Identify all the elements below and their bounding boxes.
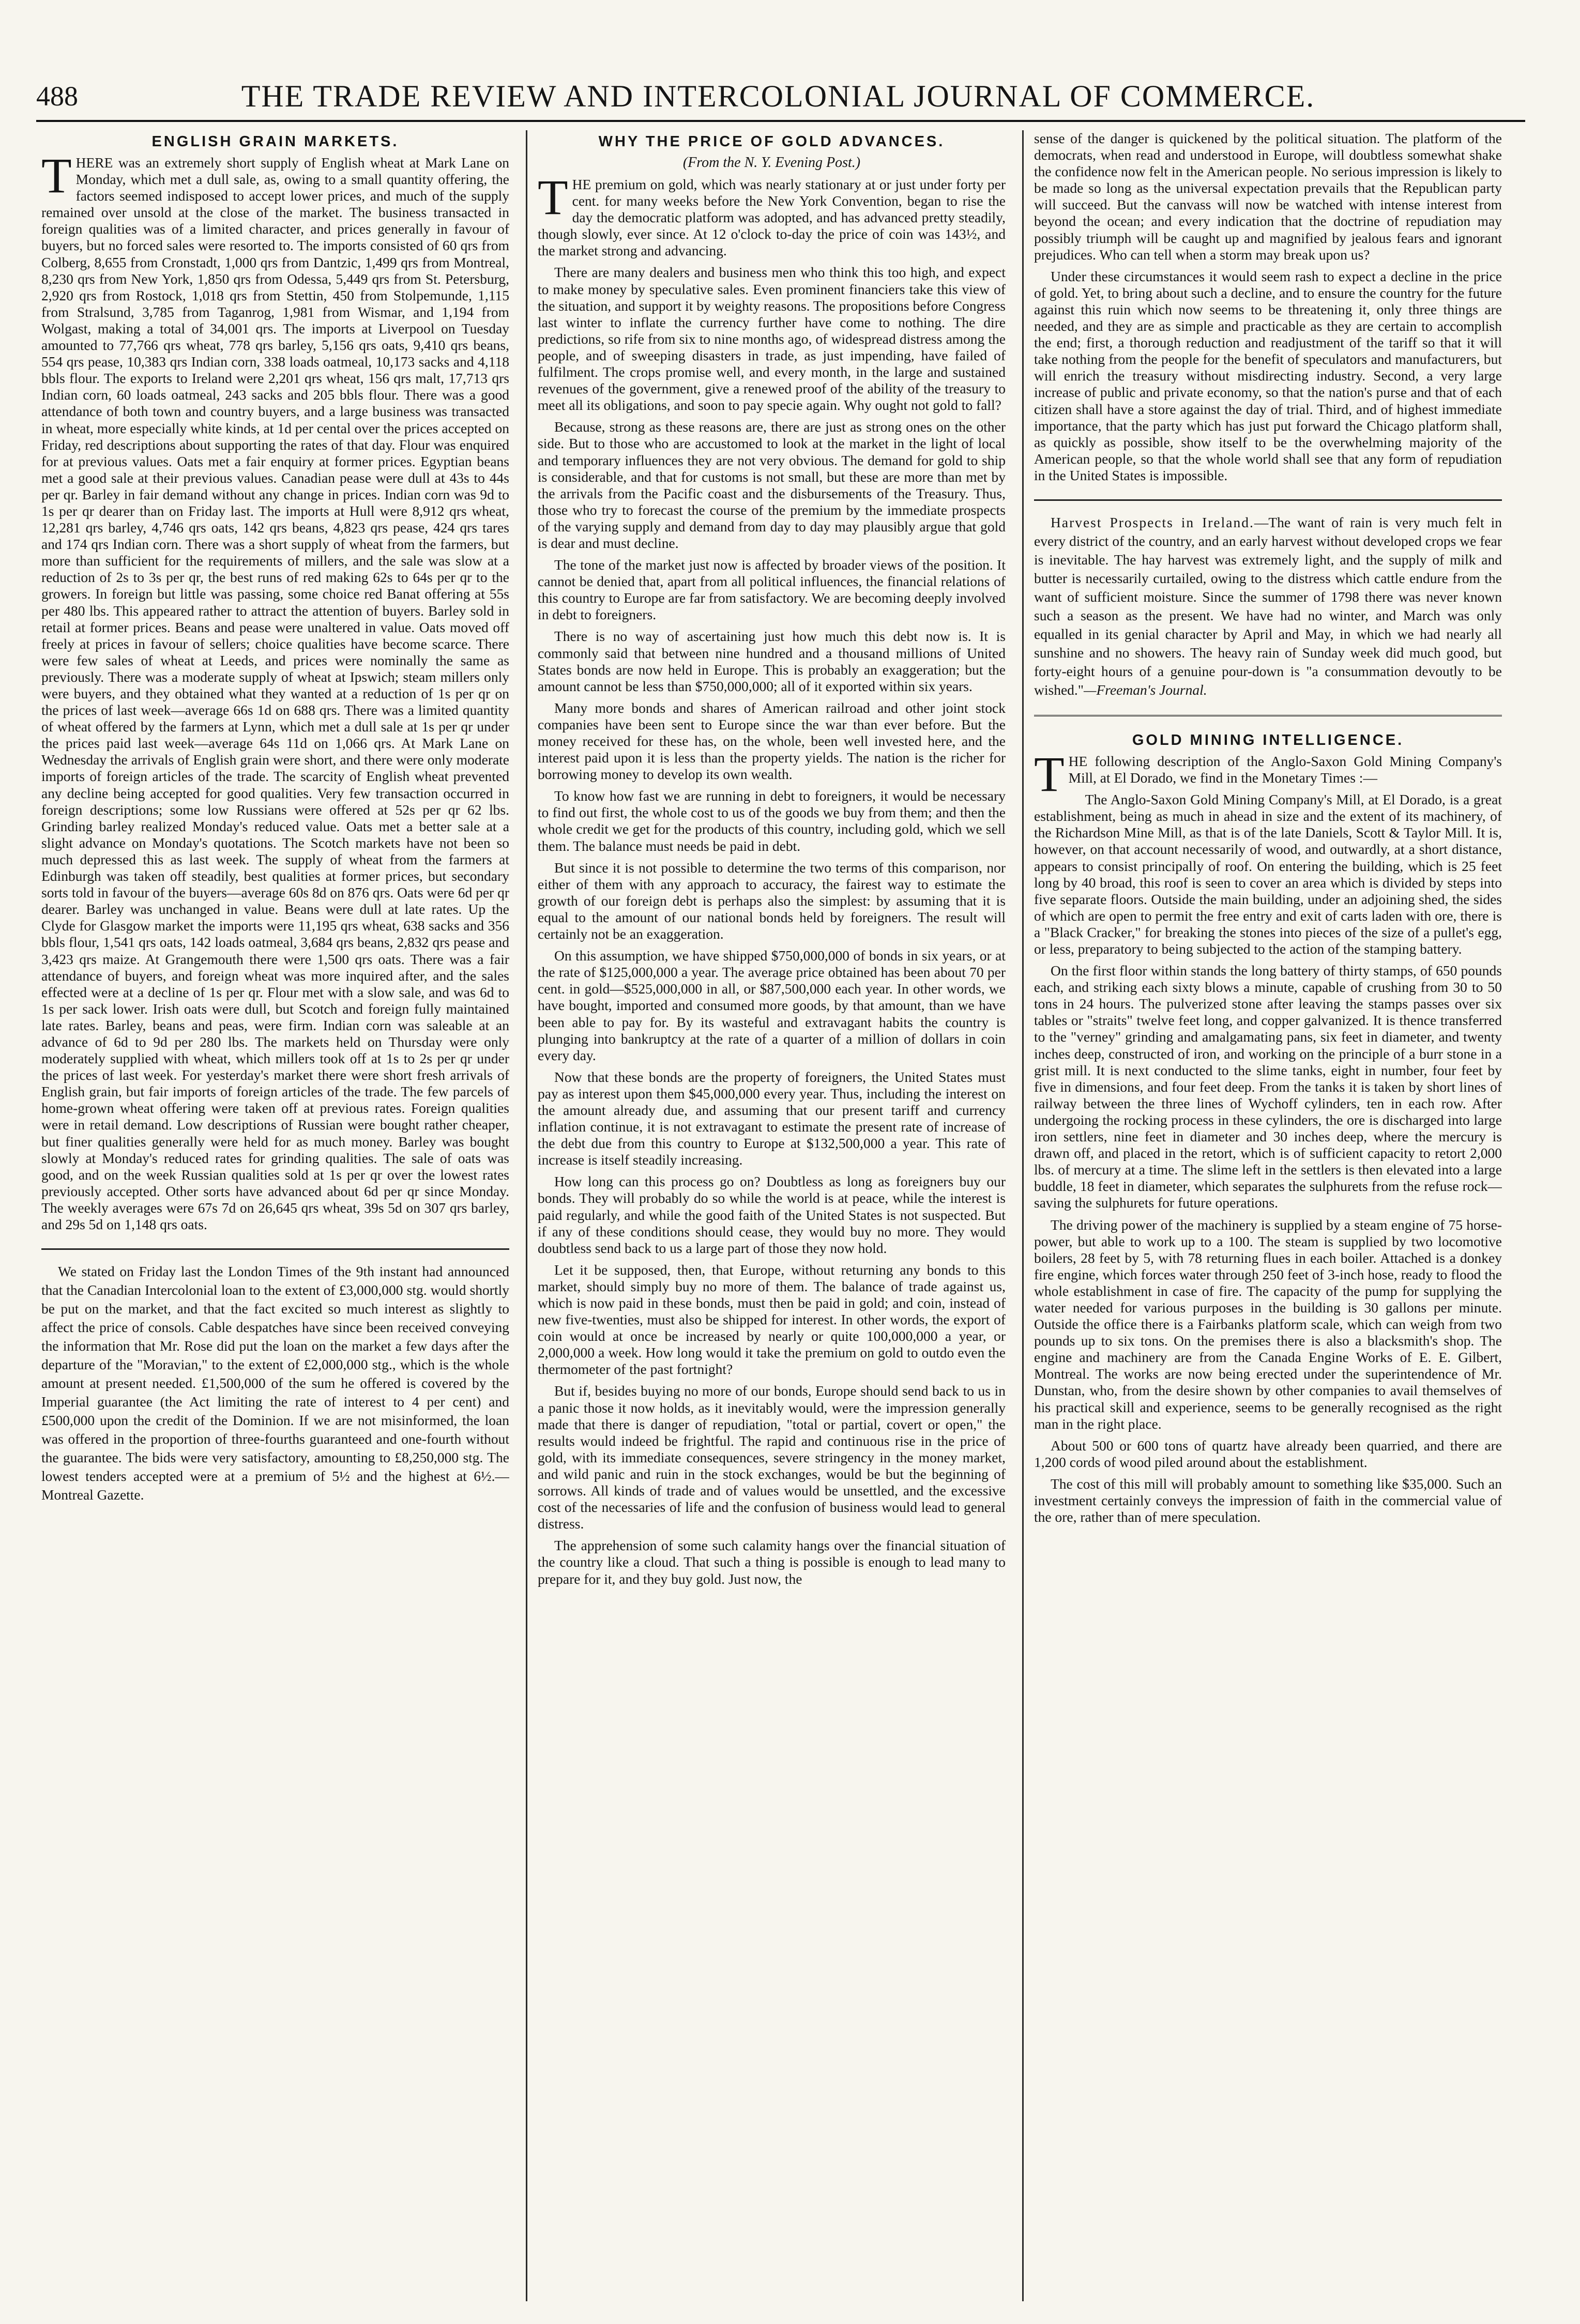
harvest-paragraph: Harvest Prospects in Ireland.—The want of rain is very much felt in every district of the country, and an early harvest without developed crops we fear is inevitable. The hay harvest was extremely light, and the supply of milk and butter is necessarily curtailed, owing to the distress which cattle endure from the want of sufficient moisture. Since the summer of 1798 there was never known such a season as the present. We have had no winter, and March was only equalled in its genial character by April and May, in which we had nearly all sunshine and no showers. The heavy rain of Sunday week did much good, but forty-eight hours of a genuine pour-down is "a consummation devoutly to be wished."—Freeman's Journal. xyxy=(1034,514,1502,698)
article-paragraph: On the first floor within stands the long battery of thirty stamps, of 650 pounds each, and striking each sixty blows a minute, capable of crushing from 30 to 50 tons in 24 hours. The pulverized stone after leaving the stamps passes over six tables or "straits" twelve feet long, and copper galvanized. It is thence transferred to the "verney" grinding and amalgamating pans, six feet in diameter, and twenty inches deep, constructed of iron, and working on the principle of a burr stone in a grist mill. It is next conducted to the slime tanks, eight in number, four feet by five in dimensions, and four feet deep. From the tanks it is taken by short lines of railway between the three lines of Wychoff cylinders, ten in each row. After undergoing the rocking process in these cylinders, the ore is discharged into large iron settlers, nine feet in diameter and 30 inches deep, where the mercury is drawn off, and placed in the retort, which is of sufficient capacity to retort 2,000 lbs. of mercury at a time. The slime left in the settlers is then elevated into a large buddle, 18 feet in diameter, which separates the sulphurets from the refuse rock—saving the sulphurets for future operations. xyxy=(1034,962,1502,1211)
section-divider xyxy=(1034,715,1502,720)
column-2 xyxy=(538,130,1006,2301)
masthead xyxy=(36,78,1520,119)
article-paragraph: The driving power of the machinery is supplied by a steam engine of 75 horse-power, but able to work up to a 100. The steam is supplied by two locomotive boilers, 28 feet by 5, with 78 returning flues in each boiler. Attached is a donkey fire engine, which forces water through 250 feet of 3-inch hose, ready to flood the whole establishment in case of fire. The capacity of the pump for supplying the water needed for various purposes in the building is 30 gallons per minute. Outside the office there is a Fairbanks platform scale, which can weigh from two pounds up to six tons. On the premises there is also a blacksmith's shop. The engine and machinery are from the Canada Engine Works of E. E. Gilbert, Montreal. The works are now being erected under the superintendence of Mr. Dunstan, who, from the desire shown by other companies to avail themselves of his practical skill and experience, seems to be generally recognised as the right man in the right place. xyxy=(1034,1216,1502,1432)
article-paragraph: THE premium on gold, which was nearly stationary at or just under forty per cent. for many weeks before the New York Convention, began to rise the day the democratic platform was adopted, and has advanced pretty steadily, though slowly, ever since. At 12 o'clock to-day the price of coin was 143½, and the market strong and advancing. xyxy=(538,170,1006,259)
article-paragraph: THE following description of the Anglo-Saxon Gold Mining Company's Mill, at El Dorado, we find in the Monetary Times :— xyxy=(1034,746,1502,802)
column-1 xyxy=(41,130,509,2301)
article-paragraph: sense of the danger is quickened by the political situation. The platform of the democrats, when read and understood in Europe, will doubtless somewhat shake the confidence now felt in the American people. No serious impression is likely to be made so long as the universal expectation prevails that the Republican party will succeed. But the canvass will now be watched with intense interest from beyond the ocean; and every indication that the doctrine of repudiation may possibly triumph will be caught up and magnified by jealous fears and ignorant prejudices. Who can tell when a storm may break upon us? xyxy=(1034,130,1502,263)
article-source: (From the N. Y. Evening Post.) xyxy=(682,155,861,171)
article-paragraph: Under these circumstances it would seem rash to expect a decline in the price of gold. Yet, to bring about such a decline, and to ensure the country for the future against this ruin which now seems to be threatening it, only three things are needed, and they are as simple and practicable as they are certain to accomplish the end; first, a thorough reduction and readjustment of the tariff so that it will take nothing from the people for the benefit of speculators and manufacturers, but will enrich the treasury without misdirecting industry. Second, a very large increase of public and private economy, so that the nation's purse and that of each citizen shall have a store against the day of trial. Third, and of highest immediate importance, that the party which has just put forward the Chicago platform shall, as quickly as possible, show itself to be the overwhelming majority of the American people, so that the whole world shall see that any form of repudiation in the United States is impossible. xyxy=(1034,268,1502,483)
drop-cap: T xyxy=(1034,746,1065,802)
article-heading: GOLD MINING INTELLIGENCE. xyxy=(1132,731,1404,748)
section-divider xyxy=(1034,499,1502,501)
article-paragraph: About 500 or 600 tons of quartz have already been quarried, and there are 1,200 cords of wood piled around about the establishment. xyxy=(1034,1437,1502,1470)
page-number: 488 xyxy=(36,81,78,112)
article-heading: WHY THE PRICE OF GOLD ADVANCES. xyxy=(598,133,945,150)
article-paragraph: To know how fast we are running in debt to foreigners, it would be necessary to find out first, the whole cost to us of the goods we buy from them; and then the whole credit we get for the products of this country, including gold, which we sell them. The balance must needs be paid in debt. xyxy=(538,788,1006,854)
article-paragraph: The tone of the market just now is affected by broader views of the position. It cannot be denied that, apart from all political influences, the financial relations of this country to Europe are far from satisfactory. We are becoming deeply involved in debt to foreigners. xyxy=(538,557,1006,623)
article-paragraph: On this assumption, we have shipped $750,000,000 of bonds in six years, or at the rate of $125,000,000 a year. The average price obtained has been about 70 per cent. in gold—$525,000,000 in all, or $87,500,000 each year. In other words, we have bought, imported and consumed more goods, by that amount, than we have been able to pay for. By its wasteful and extravagant habits the country is plunging into bankruptcy at the rate of a quarter of a million of dollars in coin every day. xyxy=(538,947,1006,1063)
article-paragraph: We stated on Friday last the London Times of the 9th instant had announced that the Canadian Intercolonial loan to the extent of £3,000,000 stg. would shortly be put on the market, and that the fact excited so much interest as slightly to affect the price of consols. Cable despatches have since been received conveying the information that Mr. Rose did put the loan on the market a few days after the departure of the "Moravian," to the extent of £2,000,000 stg., which is the whole amount at present needed. £1,500,000 of the sum he offered is covered by the Imperial guarantee (the Act limiting the rate of interest to 4 per cent) and £500,000 upon the credit of the Dominion. If we are not misinformed, the loan was offered in the proportion of three-fourths guaranteed and one-fourth without the guarantee. The bids were very satisfactory, amounting to £8,250,000 stg. The lowest tenders accepted were at a premium of 5½ and the highest at 6½.—Montreal Gazette. xyxy=(41,1263,509,1503)
article-heading: ENGLISH GRAIN MARKETS. xyxy=(151,133,399,150)
article-paragraph: There is no way of ascertaining just how much this debt now is. It is commonly said that between nine hundred and a thousand millions of United States bonds are now held in Europe. This is probably an exaggeration; but the amount cannot be less than $750,000,000; all of it exported within six years. xyxy=(538,628,1006,694)
harvest-title: Harvest Prospects in Ireland. xyxy=(1051,514,1254,530)
article-paragraph: Now that these bonds are the property of foreigners, the United States must pay as interest upon them $45,000,000 every year. Thus, including the interest on the amount already due, and assuming that our present tariff and currency inflation continue, it is not extravagant to estimate the present rate of increase of the debt due from this country to Europe at $132,500,000 a year. This rate of increase is itself steadily increasing. xyxy=(538,1068,1006,1168)
article-paragraph: Because, strong as these reasons are, there are just as strong ones on the other side. But to those who are accustomed to look at the market in the light of local and temporary influences they are not very obvious. The demand for gold to ship is considerable, and that for customs is not small, but these are more than met by the arrivals from the Pacific coast and the disbursements of the Treasury. Thus, those who try to forecast the course of the premium by the immediate prospects of the varying supply and demand from day to day may plausibly argue that gold is dear and must decline. xyxy=(538,419,1006,551)
section-divider xyxy=(41,1248,509,1250)
page-title: THE TRADE REVIEW AND INTERCOLONIAL JOURNAL OF COMMERCE. xyxy=(241,79,1315,113)
article-paragraph: Many more bonds and shares of American railroad and other joint stock companies have been sent to Europe since the war than ever before. But the money received for these has, on the whole, been well invested here, and the interest paid upon it is less than the property yields. The nation is the richer for borrowing money to develop its own wealth. xyxy=(538,699,1006,783)
harvest-source: —Freeman's Journal. xyxy=(1084,681,1207,698)
column-divider xyxy=(1022,130,1024,2301)
article-paragraph: The apprehension of some such calamity hangs over the financial situation of the country like a cloud. That such a thing is possible is enough to lead many to prepare for it, and they buy gold. Just now, the xyxy=(538,1537,1006,1587)
article-paragraph: But if, besides buying no more of our bonds, Europe should send back to us in a panic those it now holds, as it inevitably would, were the impression generally made that there is danger of repudiation, "total or partial, covert or open," the results would indeed be frightful. The rapid and continuous rise in the price of gold, with its immediate consequences, severe stringency in the money market, and wild panic and ruin in the stock exchanges, would be but the beginning of sorrows. All kinds of trade and of values would be unsettled, and the excessive cost of the necessaries of life and the confusion of business would lead to general distress. xyxy=(538,1383,1006,1532)
article-paragraph: But since it is not possible to determine the two terms of this comparison, nor either of them with any approach to accuracy, the fairest way to estimate the growth of our foreign debt is perhaps also the simplest: by assuming that it is equal to the amount of our national bonds held by foreigners. The result will certainly not be an exaggeration. xyxy=(538,859,1006,942)
article-paragraph: The Anglo-Saxon Gold Mining Company's Mill, at El Dorado, is a great establishment, being as much in ahead in size and the extent of its machinery, of the Richardson Mine Mill, as that is of the late Daniels, Scott & Taylor Mill. It is, however, on that account necessarily of wood, and outwardly, at a short distance, appears to consist principally of roof. On entering the building, which is 25 feet long by 40 broad, this roof is seen to cover an area which is divided by steps into five separate floors. Outside the main building, under an adjoining shed, the sides of which are open to permit the free entry and exit of carts laden with ore, there is a "Black Cracker," for breaking the stones into pieces of the size of a pullet's egg, or less, preparatory to being subjected to the action of the stamping battery. xyxy=(1034,791,1502,957)
column-3 xyxy=(1034,130,1502,2301)
header-rule xyxy=(36,120,1525,122)
article-paragraph: How long can this process go on? Doubtless as long as foreigners buy our bonds. They will probably do so while the world is at peace, while the interest is paid regularly, and while the good faith of the United States is not suspected. But if any of these conditions should cease, they would buy no more. They would doubtless send back to us a large part of those they now hold. xyxy=(538,1173,1006,1256)
drop-cap: T xyxy=(538,170,568,225)
article-paragraph: THERE was an extremely short supply of English wheat at Mark Lane on Monday, which met a dull sale, as, owing to a small quantity offering, the factors seemed indisposed to accept lower prices, and much of the supply remained over unsold at the close of the market. The business transacted in foreign qualities was of a limited character, and prices generally in favour of buyers, but no forced sales were resorted to. The imports consisted of 60 qrs from Colberg, 8,655 from Cronstadt, 1,000 qrs from Dantzic, 1,499 qrs from Montreal, 8,230 qrs from New York, 1,850 qrs from Odessa, 5,449 qrs from St. Petersburg, 2,920 qrs from Rostock, 1,018 qrs from Stettin, 450 from Stolpemunde, 1,115 from Stralsund, 3,785 from Taganrog, 1,981 from Wismar, and 1,194 from Wolgast, making a total of 34,001 qrs. The imports at Liverpool on Tuesday amounted to 77,766 qrs wheat, 778 qrs barley, 5,156 qrs oats, 9,410 qrs beans, 554 qrs pease, 10,383 qrs Indian corn, 338 loads oatmeal, 10,173 sacks and 4,118 bbls flour. The exports to Ireland were 2,201 qrs wheat, 156 qrs malt, 17,713 qrs Indian corn, 60 loads oatmeal, 243 sacks and 205 bbls flour. There was a good attendance of both town and country buyers, and a large business was transacted in wheat, more especially white kinds, at 1d per cental over the prices accepted on Friday, red descriptions about supporting the rates of that day. Flour was enquired for at previous values. Oats met a fair enquiry at former prices. Egyptian beans met a good sale at their previous values. Canadian pease were dull at 43s to 44s per qr. Barley in fair demand without any change in prices. Indian corn was 9d to 1s per qr dearer than on Friday last. The imports at Hull were 8,912 qrs wheat, 12,281 qrs barley, 4,746 qrs oats, 142 qrs beans, 4,823 qrs pease, 424 qrs tares and 174 qrs Indian corn. There was a short supply of wheat from the farmers, but more than sufficient for the requirements of millers, and the sale was slow at a reduction of 2s to 3s per qr, the best runs of red making 62s to 64s per qr to the growers. In foreign but little was passing, some choice red Banat offering at 55s per 480 lbs. This appeared rather to attract the attention of buyers. Barley sold in retail at former prices. Beans and pease were unaltered in value. Oats moved off freely at prices in favour of sellers; choice qualities have become scarce. There were few sales of wheat at Leeds, and prices were nominally the same as previously. There was a moderate supply of wheat at Ipswich; steam millers only were buyers, and they obtained what they wanted at a reduction of 1s per qr on the prices of last week—average 66s 1d on 688 qrs. There was a limited quantity of wheat offered by the farmers at Lynn, which met a dull sale at 1s per qr under the prices paid last week—average 64s 11d on 1,066 qrs. At Mark Lane on Wednesday the arrivals of English grain were short, and there were only moderate imports of foreign articles of the trade. The scarcity of English wheat prevented any decline being accepted for good qualities. Very few transaction occurred in foreign descriptions; some low Russians were offered at 52s per qr 62 lbs. Grinding barley realized Monday's reduced value. Oats met a better sale at a slight advance on Monday's quotations. The Scotch markets have not been so much depressed this as last week. The supply of wheat from the farmers at Edinburgh was taken off steadily, best qualities at former prices, but secondary sorts told in favour of the buyers—average 60s 8d on 876 qrs. Oats were 6d per qr dearer. Barley was unchanged in value. Beans were dull at late rates. Up the Clyde for Glasgow market the imports were 11,195 qrs wheat, 638 sacks and 356 bbls flour, 1,541 qrs oats, 142 loads oatmeal, 3,684 qrs beans, 2,832 qrs pease and 3,423 qrs maize. At Grangemouth there were 1,500 qrs oats. There was a fair attendance of buyers, and foreign wheat was more inquired after, and the sales effected were at a decline of 1s per qr. Flour met with a slow sale, and was 6d to 1s per sack lower. Irish oats were dull, but Scotch and foreign fully maintained late rates. Barley, beans and peas, were firm. Indian corn was saleable at an advance of 6d to 9d per 280 lbs. The markets held on Thursday were only moderately supplied with wheat, which millers took off at 1s to 2s per qr under the prices of last week. For yesterday's market there were short fresh arrivals of English grain, but fair imports of foreign articles of the trade. The few parcels of home-grown wheat offering were taken off at previous rates. Foreign qualities were in retail demand. Low descriptions of Russian were bought rather cheaper, but finer qualities generally were held for as much money. Barley was bought slowly at Monday's reduced rates for grinding qualities. The sale of oats was good, and on the week Russian qualities sold at 1s per qr over the lowest rates previously accepted. Other sorts have advanced about 6d per qr since Monday. The weekly averages were 67s 7d on 26,645 qrs wheat, 39s 5d on 307 qrs barley, and 29s 5d on 1,148 qrs oats. xyxy=(41,148,509,1232)
article-paragraph: Let it be supposed, then, that Europe, without returning any bonds to this market, should simply buy no more of them. The balance of trade against us, which is now paid in these bonds, must then be paid in gold; and coin, instead of new five-twenties, must also be shipped for interest. In other words, the export of coin would at once be increased by nearly or quite 100,000,000 a year, or 2,000,000 a week. How long would it take the premium on gold to outdo even the thermometer of the past fortnight? xyxy=(538,1261,1006,1378)
article-paragraph: The cost of this mill will probably amount to something like $35,000. Such an investment certainly conveys the impression of faith in the commercial value of the ore, rather than of mere speculation. xyxy=(1034,1475,1502,1525)
article-paragraph: There are many dealers and business men who think this too high, and expect to make money by speculative sales. Even prominent financiers take this view of the situation, and support it by weighty reasons. The propositions before Congress last winter to inflate the currency further have come to nothing. The dire predictions, so rife from six to nine months ago, of widespread distress among the people, and of sweeping disasters in trade, as just impending, have failed of fulfilment. The crops promise well, and every month, in the large and sustained revenues of the government, give a renewed proof of the ability of the treasury to meet all its obligations, and soon to pay specie again. Why ought not gold to fall? xyxy=(538,264,1006,414)
column-divider xyxy=(526,130,527,2301)
drop-cap: T xyxy=(41,148,72,203)
